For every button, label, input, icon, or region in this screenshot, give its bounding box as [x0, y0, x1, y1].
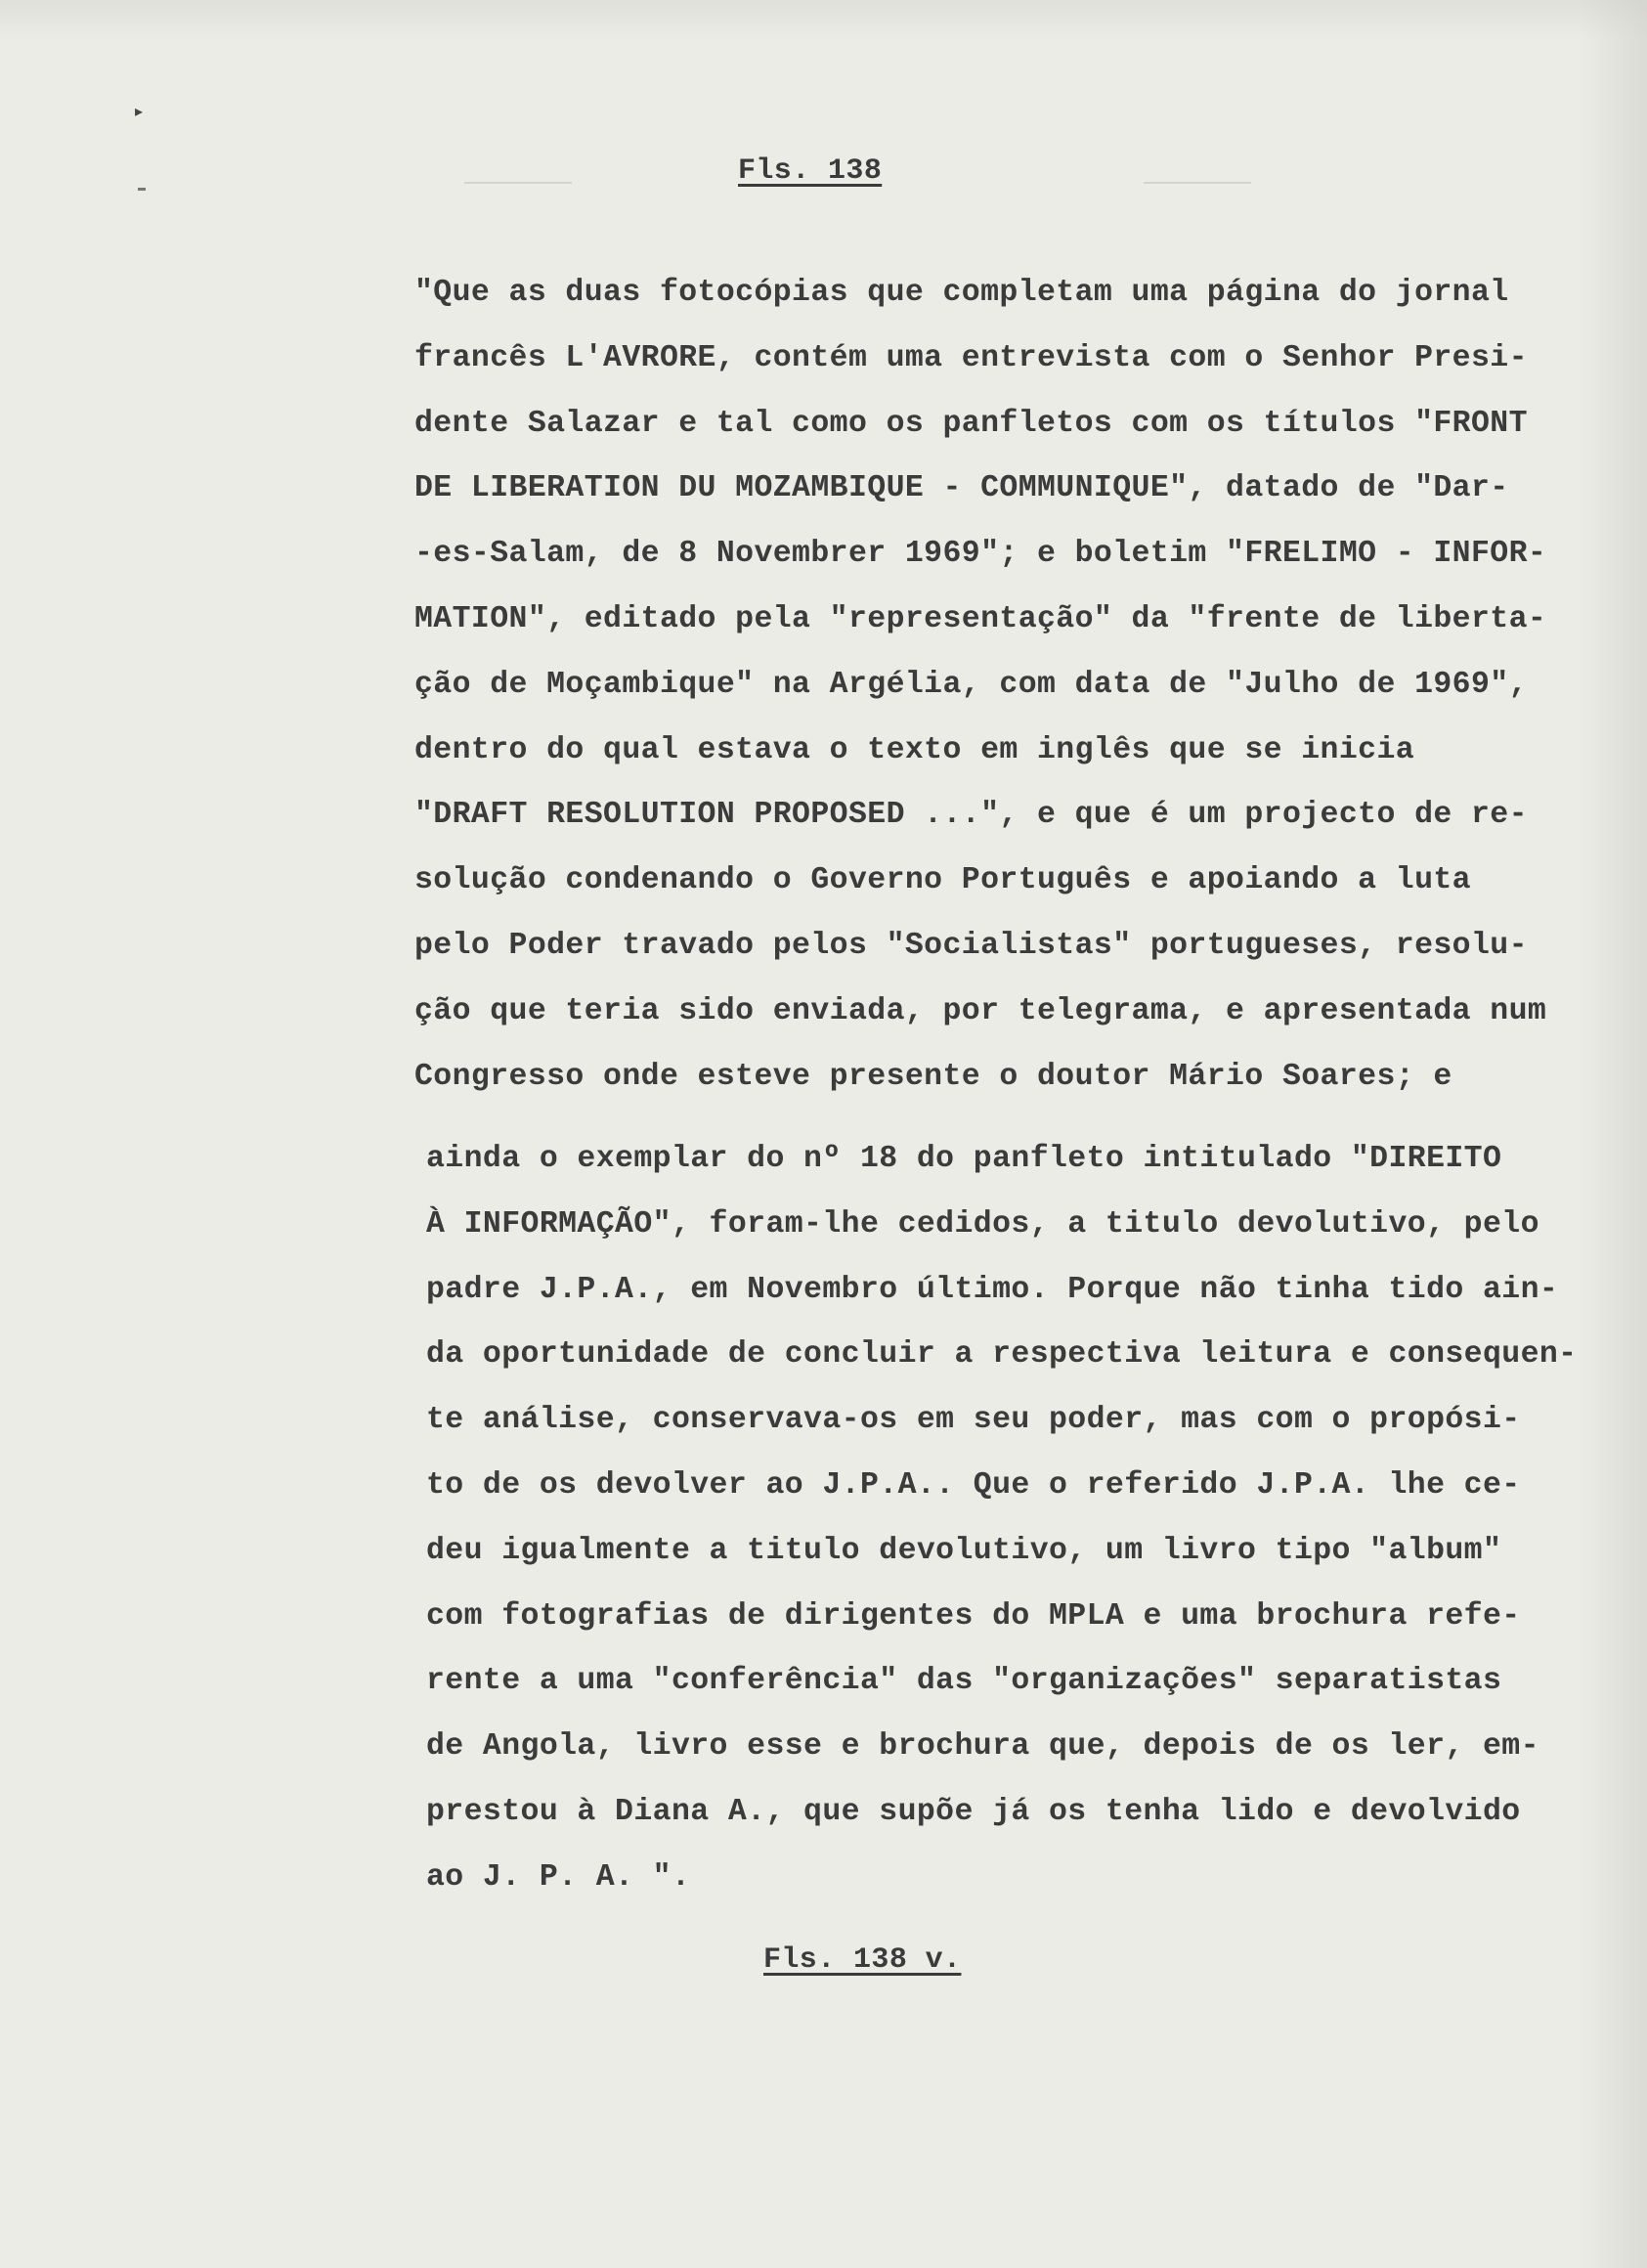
text-line: padre J.P.A., em Novembro último. Porque não tinha tido ain- — [426, 1272, 1559, 1307]
text-line: dente Salazar e tal como os panfletos com os títulos "FRONT — [414, 406, 1528, 441]
text-line: to de os devolver ao J.P.A.. Que o referido J.P.A. lhe ce- — [426, 1467, 1521, 1503]
faint-rule-left — [464, 182, 572, 184]
text-line: À INFORMAÇÃO", foram-lhe cedidos, a titulo devolutivo, pelo — [426, 1206, 1539, 1242]
text-line: de Angola, livro esse e brochura que, depois de os ler, em- — [426, 1729, 1539, 1765]
text-line: com fotografias de dirigentes do MPLA e uma brochura refe- — [426, 1598, 1521, 1634]
text-line: da oportunidade de concluir a respectiva leitura e consequen- — [426, 1337, 1578, 1373]
margin-mark: ▸ — [135, 102, 144, 120]
paragraph-1 — [414, 274, 1626, 1122]
page-heading: Fls. 138 — [738, 154, 883, 188]
text-line: te análise, conservava-os em seu poder, mas com o propósi- — [426, 1403, 1521, 1438]
text-line: pelo Poder travado pelos "Socialistas" portugueses, resolu- — [414, 928, 1528, 963]
page-heading-verso: Fls. 138 v. — [763, 1943, 962, 1977]
text-line: Congresso onde esteve presente o doutor Mário Soares; e — [414, 1059, 1452, 1094]
text-line: francês L'AVRORE, contém uma entrevista com o Senhor Presi- — [414, 340, 1528, 375]
text-line: dentro do qual estava o texto em inglês que se inicia — [414, 732, 1415, 767]
faint-rule-right — [1144, 182, 1251, 184]
text-line: ção de Moçambique" na Argélia, com data de "Julho de 1969", — [414, 667, 1528, 702]
text-line: solução condenando o Governo Português e apoiando a luta — [414, 863, 1471, 898]
text-line: ao J. P. A. ". — [426, 1859, 691, 1895]
text-line: rente a uma "conferência" das "organizações" separatistas — [426, 1664, 1502, 1699]
text-line: deu igualmente a titulo devolutivo, um livro tipo "album" — [426, 1533, 1502, 1568]
paragraph-2 — [426, 1140, 1638, 1924]
text-line: DE LIBERATION DU MOZAMBIQUE - COMMUNIQUE", datado de "Dar- — [414, 471, 1509, 506]
text-line: prestou à Diana A., que supõe já os tenha lido e devolvido — [426, 1794, 1521, 1829]
page-edge-shadow — [0, 0, 1647, 39]
text-line: ção que teria sido enviada, por telegrama, e apresentada num — [414, 993, 1547, 1028]
text-line: MATION", editado pela "representação" da "frente de liberta- — [414, 601, 1547, 636]
text-line: "DRAFT RESOLUTION PROPOSED ...", e que é um projecto de re- — [414, 798, 1528, 833]
margin-mark-dash — [138, 188, 146, 191]
text-line: "Que as duas fotocópias que completam uma página do jornal — [414, 276, 1509, 310]
text-line: -es-Salam, de 8 Novembrer 1969"; e boletim "FRELIMO - INFOR- — [414, 537, 1547, 572]
text-line: ainda o exemplar do nº 18 do panfleto intitulado "DIREITO — [426, 1142, 1502, 1176]
